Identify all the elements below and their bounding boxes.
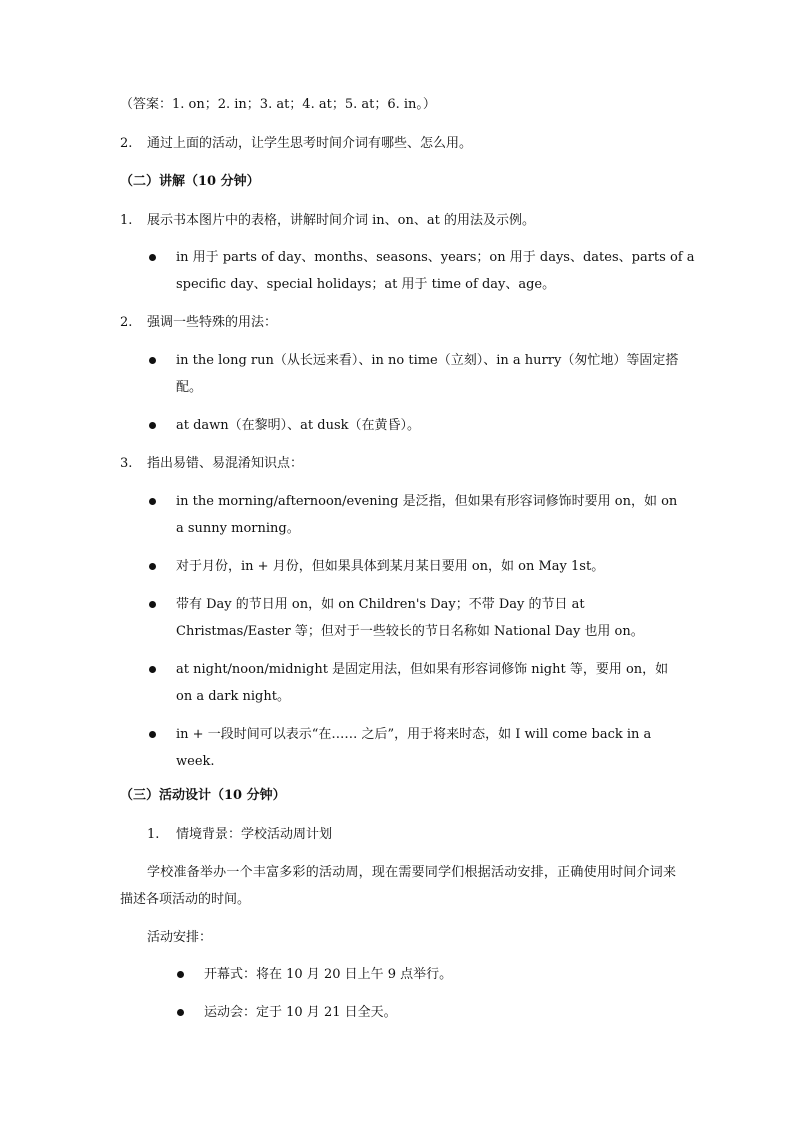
step-number: 2. xyxy=(120,136,133,151)
bullet-dot xyxy=(149,666,156,673)
bullet-line: in the morning/afternoon/evening 是泛指，但如果有形容词修饰时要用 on，如 on xyxy=(176,494,678,509)
answer-line: （答案：1. on；2. in；3. at；4. at；5. at；6. in。） xyxy=(120,97,436,112)
schedule-label: 活动安排： xyxy=(147,930,213,945)
schedule-item: 开幕式：将在 10 月 20 日上午 9 点举行。 xyxy=(204,967,453,982)
activity-paragraph: 学校准备举办一个丰富多彩的活动周，现在需要同学们根据活动安排，正确使用时间介词来描述各项活动的时间。 xyxy=(120,865,676,907)
bullet-line: 配。 xyxy=(176,380,203,395)
bullet-line: on a dark night。 xyxy=(176,689,290,704)
section-heading-explain: （二）讲解（10 分钟） xyxy=(120,174,260,189)
explain-number: 2. xyxy=(120,315,133,330)
bullet-line: in 用于 parts of day、months、seasons、years；on 用于 days、dates、parts of a xyxy=(176,250,695,265)
bullet-line: Christmas/Easter 等；但对于一些较长的节日名称如 National Day 也用 on。 xyxy=(176,624,644,639)
step-text: 通过上面的活动，让学生思考时间介词有哪些、怎么用。 xyxy=(147,136,473,151)
bullet-dot xyxy=(177,971,184,978)
bullet-line: in + 一段时间可以表示“在…… 之后”，用于将来时态，如 I will come back in a xyxy=(176,727,652,742)
explain-number: 1. xyxy=(120,213,133,228)
schedule-item: 运动会：定于 10 月 21 日全天。 xyxy=(204,1005,397,1020)
bullet-dot xyxy=(149,422,156,429)
bullet-dot xyxy=(149,254,156,261)
section-heading-activity: （三）活动设计（10 分钟） xyxy=(120,788,286,803)
bullet-dot xyxy=(149,498,156,505)
bullet-line: specific day、special holidays；at 用于 time of day、age。 xyxy=(176,277,556,292)
bullet-line: at night/noon/midnight 是固定用法，但如果有形容词修饰 night 等，要用 on，如 xyxy=(176,662,669,677)
bullet-dot xyxy=(149,601,156,608)
bullet-dot xyxy=(149,563,156,570)
bullet-line: 带有 Day 的节日用 on，如 on Children's Day；不带 Day 的节日 at xyxy=(176,597,585,612)
explain-number: 3. xyxy=(120,456,133,471)
explain-text: 强调一些特殊的用法： xyxy=(147,315,278,330)
activity-title: 情境背景：学校活动周计划 xyxy=(176,827,333,842)
explain-text: 指出易错、易混淆知识点： xyxy=(147,456,304,471)
bullet-line: in the long run（从长远来看）、in no time（立刻）、in a hurry（匆忙地）等固定搭 xyxy=(176,353,679,368)
bullet-line: at dawn（在黎明）、at dusk（在黄昏）。 xyxy=(176,418,421,433)
bullet-line: week. xyxy=(176,754,215,769)
bullet-line: 对于月份，in + 月份，但如果具体到某月某日要用 on，如 on May 1st。 xyxy=(176,559,605,574)
bullet-dot xyxy=(149,357,156,364)
explain-text: 展示书本图片中的表格，讲解时间介词 in、on、at 的用法及示例。 xyxy=(147,213,535,228)
bullet-dot xyxy=(149,731,156,738)
bullet-dot xyxy=(177,1009,184,1016)
activity-number: 1. xyxy=(147,827,160,842)
bullet-line: a sunny morning。 xyxy=(176,521,300,536)
